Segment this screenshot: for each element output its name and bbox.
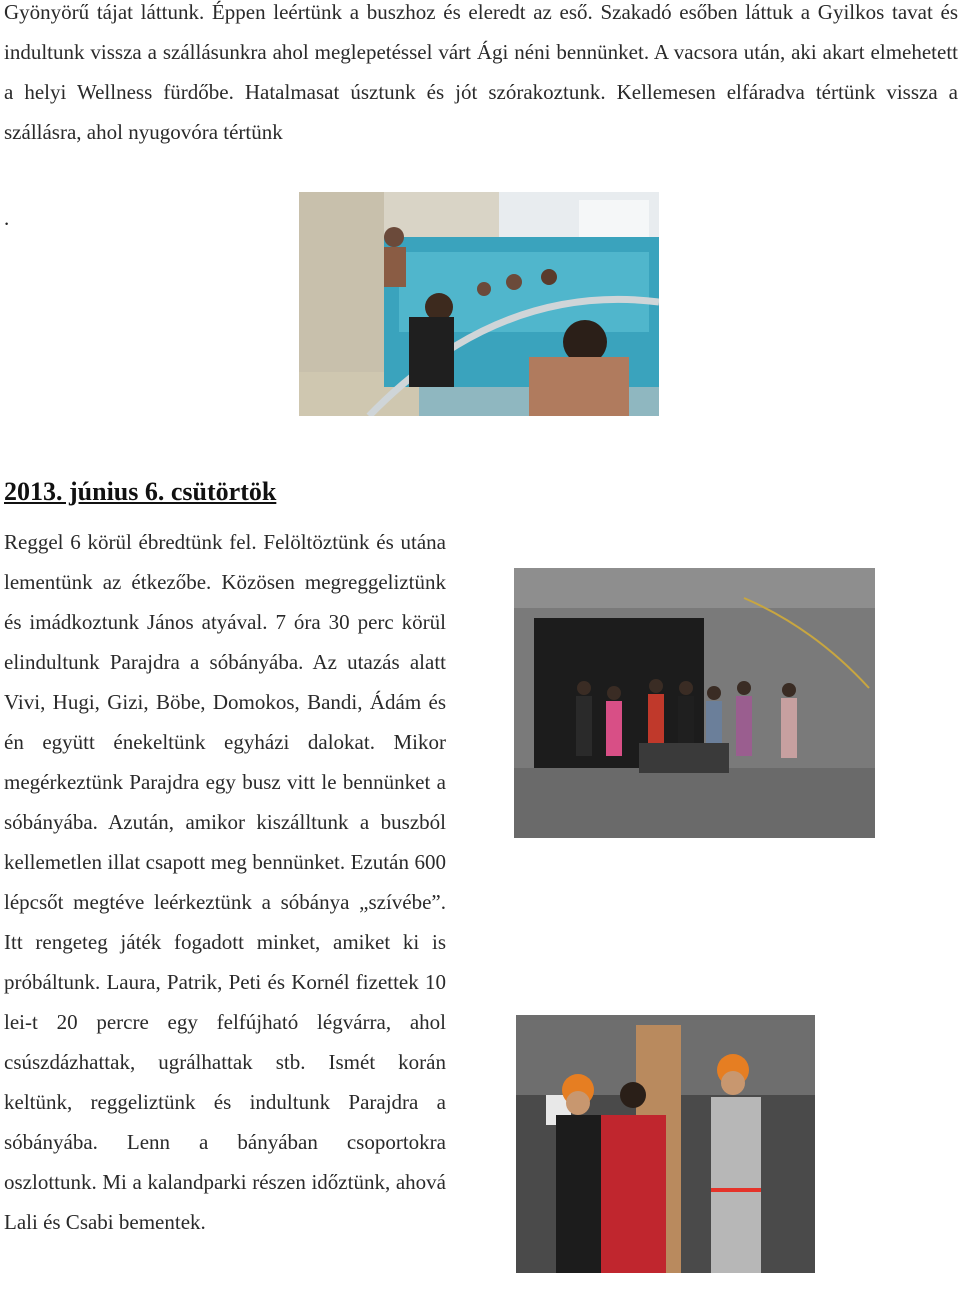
paragraph-salt-mine: Reggel 6 körül ébredtünk fel. Felöltöztünk és utána lementünk az étkezőbe. Közösen megreggeliztünk és imádkoztunk János atyával. 7 óra 30 perc körül elindultunk Parajdra a sóbányába. Az utazás alatt Vivi, Hugi, Gizi, Böbe, Domokos, Bandi, Ádám és én együtt énekeltünk egyházi dalokat. Mikor megérkeztünk Parajdra egy busz vitt le bennünket a sóbányába. Azután, amikor kiszálltunk a buszból kellemetlen illat csapott meg bennünket. Ezután 600 lépcsőt megtéve leérkeztünk a sóbánya „szívébe”. Itt rengeteg játék fogadott minket, amiket ki is próbáltunk. Laura, Patrik, Peti és Kornél fizettek 10 lei-t 20 percre egy felfújható légvárra, ahol csúszdázhattak, ugrálhattak stb. Ismét korán keltünk, reggeliztünk és indultunk Parajdra a sóbányába. Lenn a bányában csoportokra oszlottunk. Mi a kalandparki részen időztünk, ahová Lali és Csabi bementek. bbox=[4, 530, 446, 1234]
photo-wellness-pool bbox=[299, 192, 659, 416]
paragraph-wellness: Gyönyörű tájat láttunk. Éppen leértünk a buszhoz és eleredt az eső. Szakadó esőben láttuk a Gyilkos tavat és indultunk vissza a szállásunkra ahol meglepetéssel várt Ági néni bennünket. A vacsora után, aki akart elmehetett a helyi Wellness fürdőbe. Hatalmasat úsztunk és jót szórakoztunk. Kellemesen elfáradva tértünk vissza a szállásra, ahol nyugovóra tértünk bbox=[4, 0, 958, 144]
stray-dot: . bbox=[4, 206, 10, 230]
photo-adventure-park bbox=[516, 1015, 815, 1273]
date-heading: 2013. június 6. csütörtök bbox=[4, 477, 277, 506]
photo-salt-mine-group bbox=[514, 568, 875, 838]
